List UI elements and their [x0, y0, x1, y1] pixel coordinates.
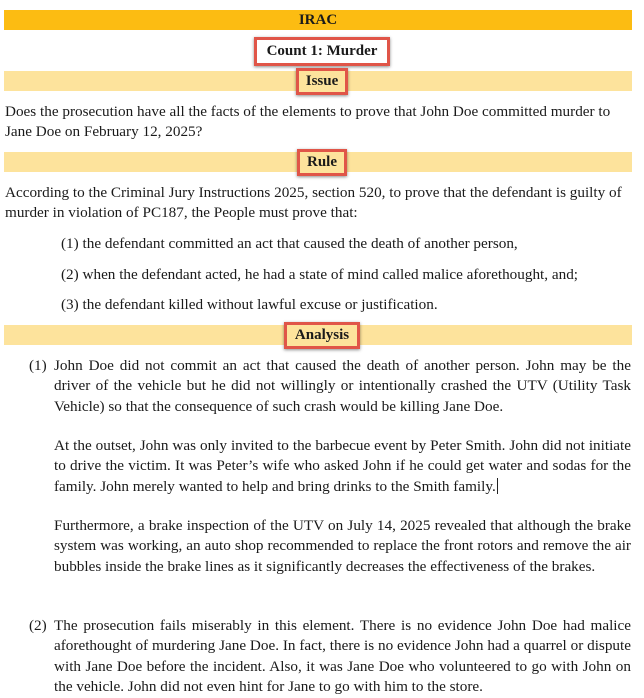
analysis-paragraph: The prosecution fails miserably in this element. There is no evidence John Doe had malice aforethought of murdering Jane Doe. In fact, there is no evidence John had a quarrel or dispute with Jane Doe before the incident. Also, it was Jane Doe who volunteered to go with John on the vehicle. John did not even hint for Jane to go with him to the store.	[54, 617, 631, 695]
rule-text: According to the Criminal Jury Instructions 2025, section 520, to prove that the defendant is guilty of murder in violation of PC187, the People must prove that:	[5, 184, 622, 221]
analysis-paragraph-text: At the outset, John was only invited to the barbecue event by Peter Smith. John did not initiate to drive the victim. It was Peter’s wife who asked John if he could get water and sodas for the family. John merely wanted to help and bring drinks to the Smith family.	[54, 437, 631, 495]
rule-element-1: (1) the defendant committed an act that caused the death of another person,	[61, 235, 518, 252]
rule-element-3: (3) the defendant killed without lawful excuse or justification.	[61, 296, 438, 313]
count-heading: Count 1: Murder	[254, 37, 390, 66]
analysis-paragraph: Furthermore, a brake inspection of the UTV on July 14, 2025 revealed that although the brake system was working, an auto shop recommended to replace the front rotors and remove the air bubbles inside the brake lines as it significantly decreases the effectiveness of the brakes.	[54, 517, 631, 575]
issue-text: Does the prosecution have all the facts of the elements to prove that John Doe committed murder to Jane Doe on February 12, 2025?	[5, 103, 611, 140]
text-cursor	[497, 478, 498, 494]
rule-element-2: (2) when the defendant acted, he had a state of mind called malice aforethought, and;	[61, 266, 579, 283]
analysis-paragraph	[54, 436, 631, 497]
analysis-paragraph: John Doe did not commit an act that caused the death of another person. John may be the driver of the vehicle but he did not willingly or intentionally crashed the UTV (Utility Task Vehicle) so that the consequence of such crash would be killing Jane Doe.	[54, 357, 631, 415]
document-title: IRAC	[298, 12, 338, 28]
analysis-item-number: (2)	[29, 617, 47, 634]
title-bar	[4, 10, 632, 30]
rule-heading: Rule	[297, 149, 347, 176]
issue-heading: Issue	[296, 68, 348, 95]
analysis-heading: Analysis	[284, 322, 360, 349]
analysis-item-number: (1)	[29, 357, 47, 374]
